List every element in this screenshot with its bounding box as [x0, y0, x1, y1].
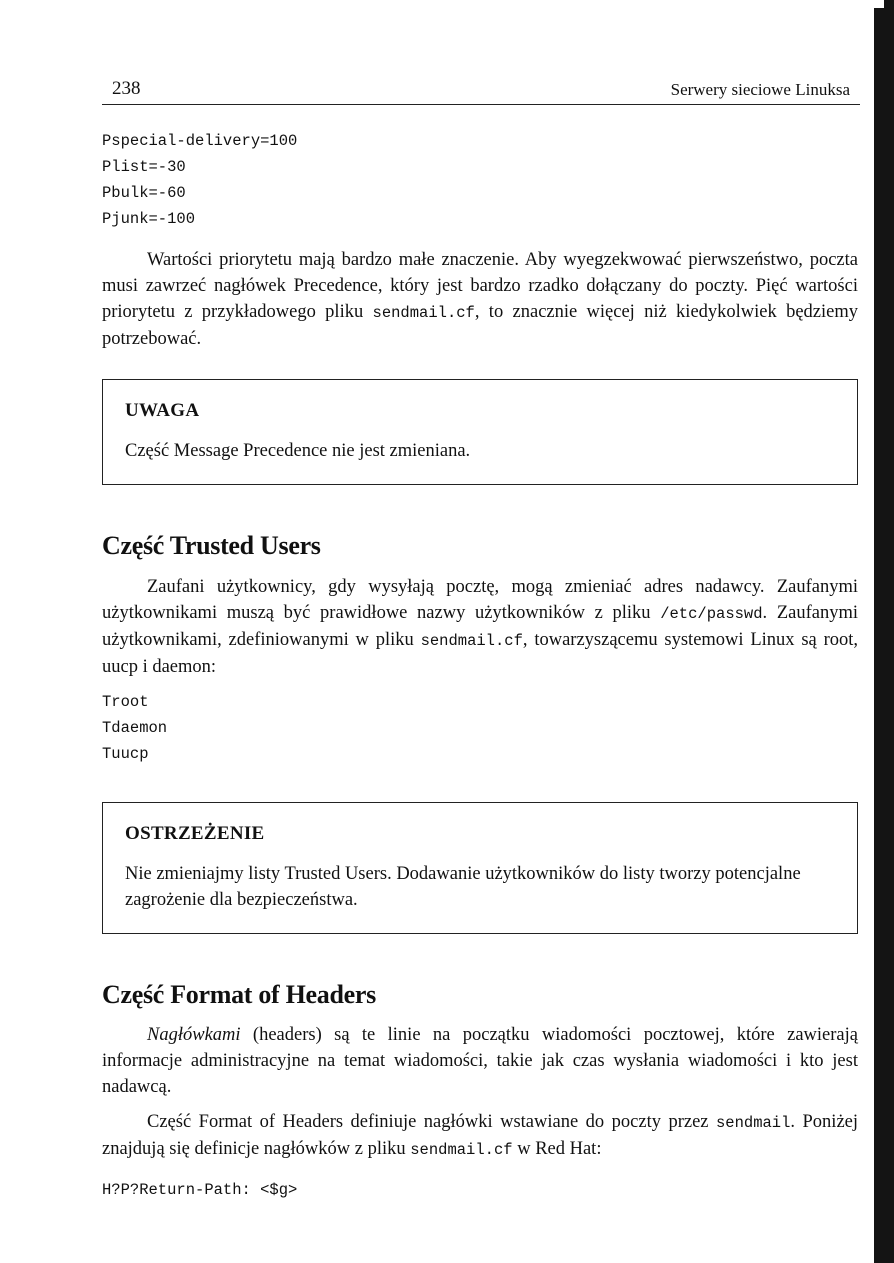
- headers-p2-text-a: Część Format of Headers definiuje nagłówki wstawiane do poczty przez: [147, 1112, 716, 1132]
- paragraph-precedence-text-b: , to znacznie więcej niż kiedykolwiek będziemy potrzebować.: [102, 302, 858, 349]
- code-block-return-path: H?P?Return-Path: <$g>: [102, 1181, 298, 1199]
- paragraph-trusted-users: [102, 574, 858, 680]
- warning-text: Nie zmieniajmy listy Trusted Users. Dodawanie użytkowników do listy tworzy potencjalne zagrożenie dla bezpieczeństwa.: [125, 864, 801, 910]
- headers-p1-text: (headers) są te linie na początku wiadomości pocztowej, które zawierają informacje administracyjne na temat wiadomości, takie jak czas wysłania wiadomości i kto jest nadawcą.: [102, 1025, 858, 1097]
- warning-title: OSTRZEŻENIE: [125, 823, 265, 844]
- trusted-code-b: sendmail.cf: [420, 632, 523, 650]
- trusted-code-a: /etc/passwd: [660, 605, 763, 623]
- note-box: [102, 379, 858, 485]
- trusted-text-c: , towarzyszącemu systemowi Linux są root, uucp i daemon:: [102, 630, 858, 677]
- page-number: 238: [112, 78, 141, 99]
- trusted-text-a: Zaufani użytkownicy, gdy wysyłają pocztę, mogą zmieniać adres nadawcy. Zaufanymi użytkownikami muszą być prawidłowe nazwy użytkowników z pliku: [102, 577, 858, 623]
- running-title: Serwery sieciowe Linuksa: [670, 80, 850, 99]
- paragraph-precedence-code: sendmail.cf: [372, 304, 475, 322]
- scan-edge: [874, 8, 894, 1263]
- note-title: UWAGA: [125, 400, 200, 421]
- paragraph-headers-definition: [102, 1022, 858, 1100]
- trusted-text-b: . Zaufanymi użytkownikami, zdefiniowanymi w pliku: [102, 603, 858, 650]
- heading-trusted-users: Część Trusted Users: [102, 531, 321, 560]
- code-block-trusted: Troot Tdaemon Tuucp: [102, 693, 168, 763]
- paragraph-headers-sendmail: [102, 1109, 858, 1163]
- headers-p2-text-b: . Poniżej znajdują się definicje nagłówków z pliku: [102, 1112, 859, 1159]
- running-header: [102, 78, 860, 105]
- note-text: Część Message Precedence nie jest zmieniana.: [125, 441, 471, 461]
- headers-p2-code-a: sendmail: [715, 1114, 791, 1132]
- headers-p2-text-c: w Red Hat:: [512, 1139, 602, 1159]
- paragraph-precedence-text-a: Wartości priorytetu mają bardzo małe znaczenie. Aby wyegzekwować pierwszeństwo, poczta musi zawrzeć nagłówek Precedence, który jest bardzo rzadko dołączany do poczty. Pięć wartości priorytetu z przykładowego pliku: [102, 250, 858, 322]
- headers-p2-code-b: sendmail.cf: [410, 1141, 513, 1159]
- code-block-precedence: Pspecial-delivery=100 Plist=-30 Pbulk=-60 Pjunk=-100: [102, 132, 298, 228]
- headers-em: Nagłówkami: [147, 1025, 241, 1045]
- paragraph-precedence: [102, 247, 858, 352]
- warning-box: [102, 802, 858, 934]
- heading-format-of-headers: Część Format of Headers: [102, 980, 376, 1009]
